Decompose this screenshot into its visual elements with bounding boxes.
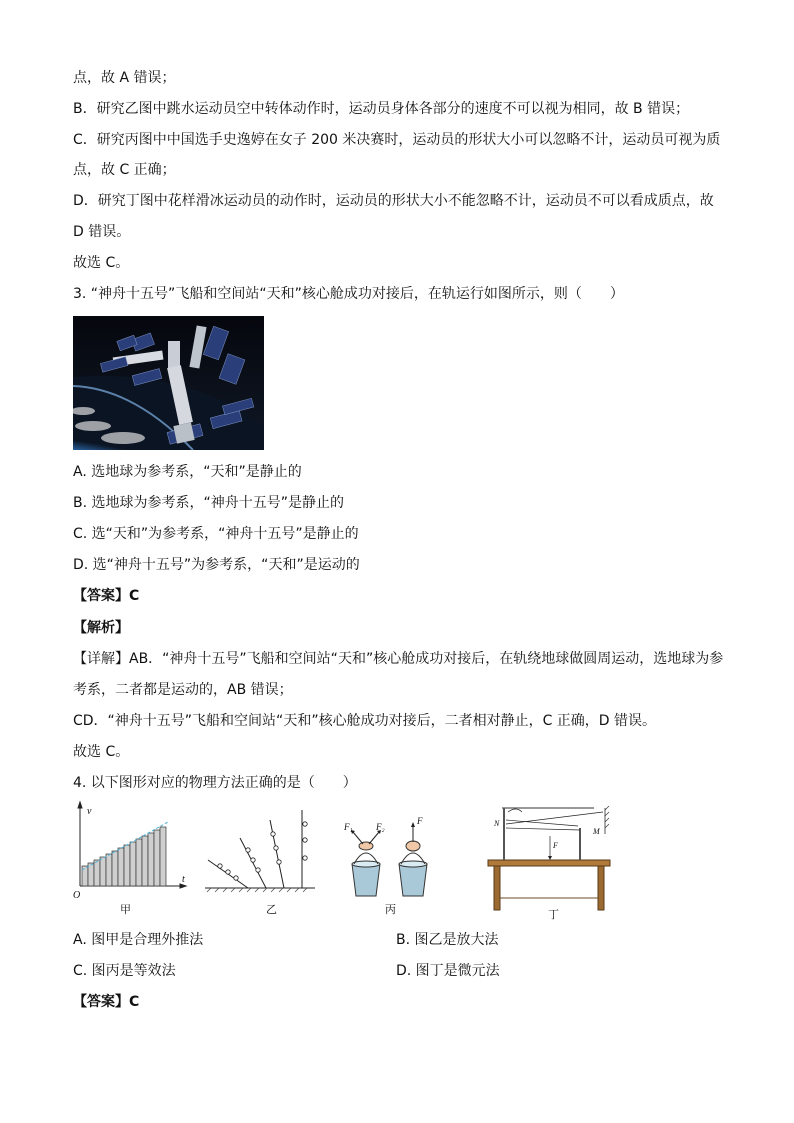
text-line: C．研究丙图中中国选手史逸婷在女子 200 米决赛时，运动员的形状大小可以忽略不计，运动员可视为质 bbox=[73, 132, 721, 148]
question-3-detail: CD．“神舟十五号”飞船和空间站“天和”核心舱成功对接后，二者相对静止，C 正确，D 错误。 bbox=[73, 713, 657, 729]
text-line: B．研究乙图中跳水运动员空中转体动作时，运动员身体各部分的速度不可以视为相同，故 B 错误； bbox=[73, 101, 690, 117]
figure-bing bbox=[351, 822, 427, 896]
question-4-answer: 【答案】C bbox=[73, 994, 140, 1010]
question-3-conclusion: 故选 C。 bbox=[73, 744, 130, 760]
question-3-option-a: A. 选地球为参考系，“天和”是静止的 bbox=[73, 464, 302, 480]
question-3-analysis-heading: 【解析】 bbox=[73, 620, 129, 636]
figure-row-svg bbox=[70, 800, 630, 925]
space-station-image bbox=[73, 316, 264, 450]
space-station-photo bbox=[73, 316, 264, 450]
text-line: 点，故 C 正确； bbox=[73, 162, 176, 178]
question-3-detail: 考系，二者都是运动的，AB 错误； bbox=[73, 682, 293, 698]
question-4-figures bbox=[70, 800, 630, 925]
figure-label-ding: 丁 bbox=[548, 908, 559, 921]
question-4-option-c: C. 图丙是等效法 bbox=[73, 963, 176, 979]
figure-label-yi: 乙 bbox=[266, 903, 277, 916]
mirror-m-label: M bbox=[593, 827, 600, 836]
figure-label-jia: 甲 bbox=[120, 903, 131, 916]
origin-label: O bbox=[73, 890, 81, 901]
figure-jia bbox=[78, 802, 186, 888]
mirror-n-label: N bbox=[494, 819, 500, 828]
figure-label-bing: 丙 bbox=[385, 903, 396, 916]
question-3-option-d: D. 选“神舟十五号”为参考系，“天和”是运动的 bbox=[73, 557, 360, 573]
figure-yi bbox=[205, 810, 315, 892]
force-f-label: F bbox=[417, 816, 423, 826]
question-4-stem: 4. 以下图形对应的物理方法正确的是（ ） bbox=[73, 775, 357, 791]
question-3-answer: 【答案】C bbox=[73, 588, 140, 604]
question-3-detail: 【详解】AB．“神舟十五号”飞船和空间站“天和”核心舱成功对接后，在轨绕地球做圆周运动，选地球为参 bbox=[73, 651, 724, 667]
force-f1-label: F₁ bbox=[344, 822, 353, 832]
text-line: 点，故 A 错误； bbox=[73, 70, 176, 86]
axis-v-label: v bbox=[87, 806, 92, 817]
question-3-option-b: B. 选地球为参考系，“神舟十五号”是静止的 bbox=[73, 495, 345, 511]
question-4-option-a: A. 图甲是合理外推法 bbox=[73, 932, 204, 948]
force-f2-label: F₂ bbox=[376, 822, 385, 832]
text-line: D 错误。 bbox=[73, 224, 131, 240]
question-4-option-b: B. 图乙是放大法 bbox=[396, 932, 499, 948]
question-4-option-d: D. 图丁是微元法 bbox=[396, 963, 500, 979]
text-line: D．研究丁图中花样滑冰运动员的动作时，运动员的形状大小不能忽略不计，运动员不可以看成质点，故 bbox=[73, 193, 714, 209]
question-3-option-c: C. 选“天和”为参考系，“神舟十五号”是静止的 bbox=[73, 526, 359, 542]
text-line: 故选 C。 bbox=[73, 255, 130, 271]
press-force-label: F bbox=[553, 841, 558, 850]
axis-t-label: t bbox=[182, 874, 185, 885]
question-3-stem: 3. “神舟十五号”飞船和空间站“天和”核心舱成功对接后，在轨运行如图所示，则（ ） bbox=[73, 286, 624, 302]
figure-ding bbox=[488, 806, 610, 910]
